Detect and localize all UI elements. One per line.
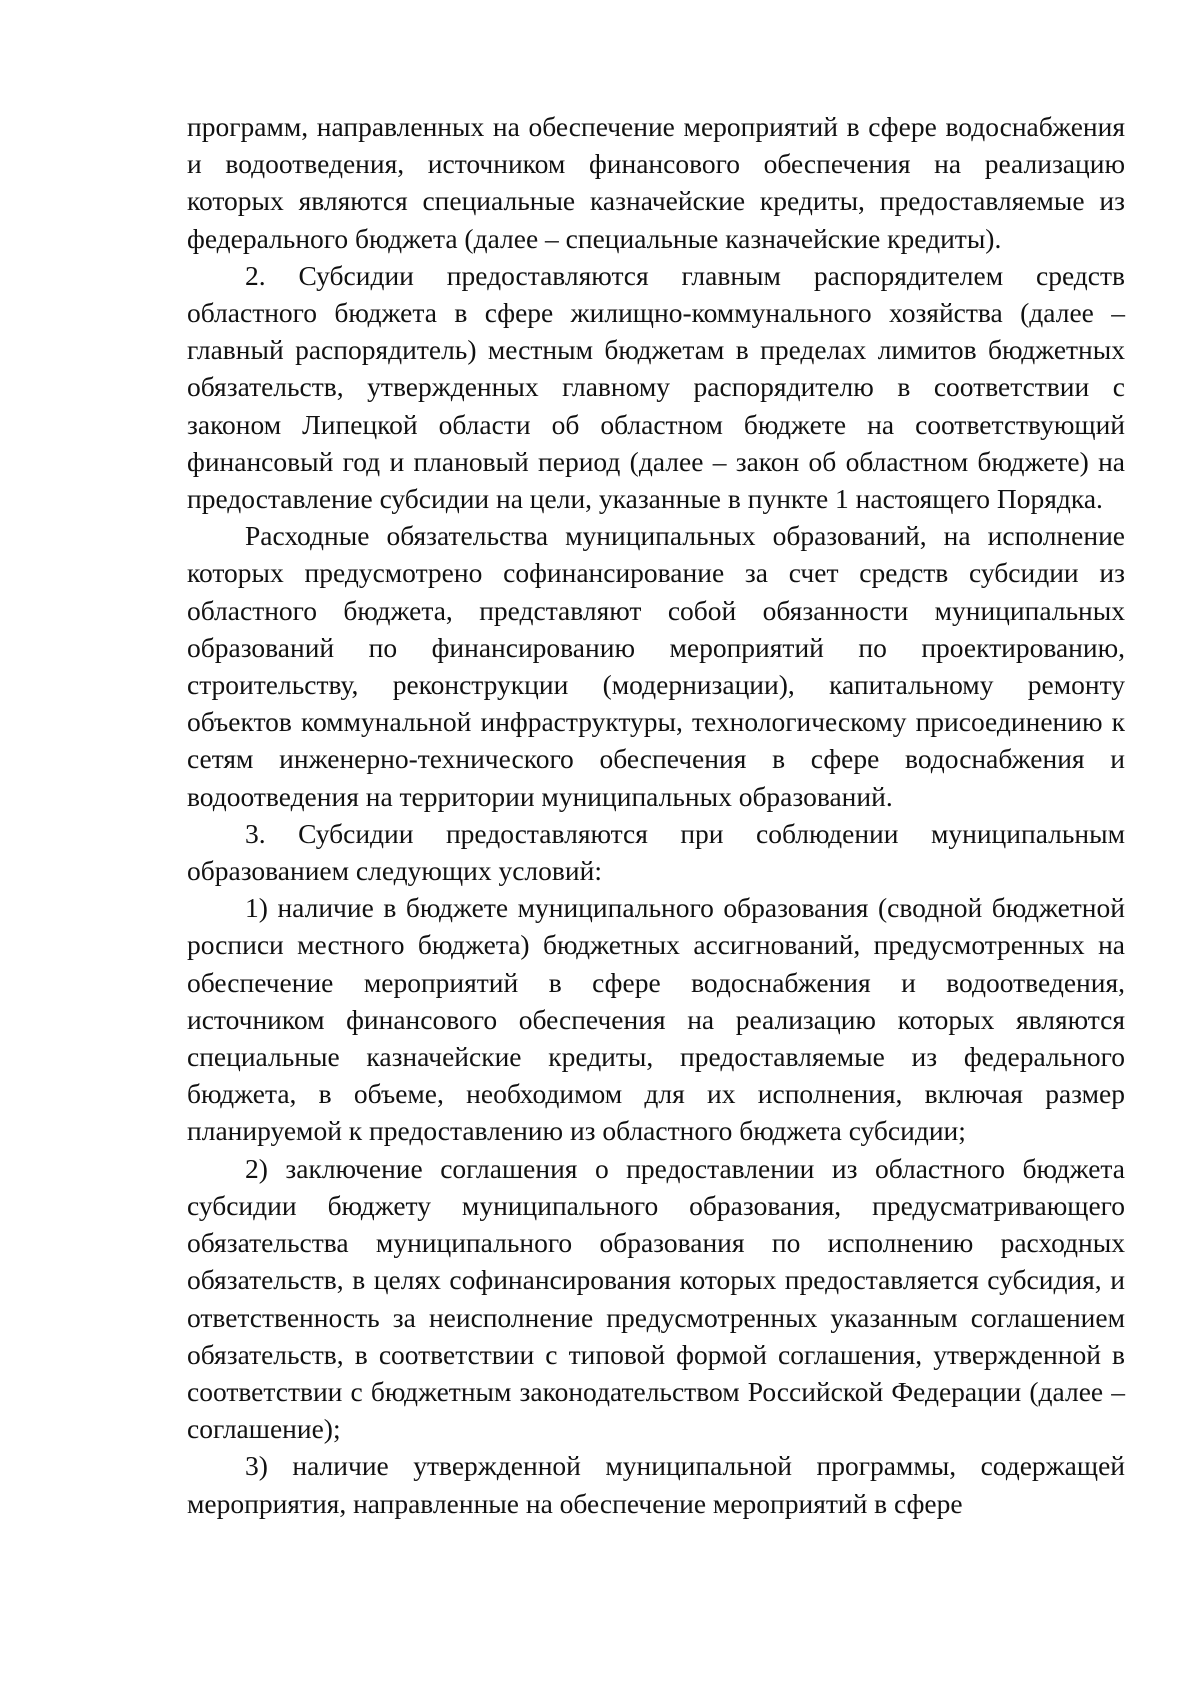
paragraph-condition-1: 1) наличие в бюджете муниципального образования (сводной бюджетной росписи местного бюджета) бюджетных ассигнований, предусмотренных на обеспечение мероприятий в сфере водоснабжения и водоотведения, источником финансового обеспечения на реализацию которых являются специальные казначейские кредиты, предоставляемые из федерального бюджета, в объеме, необходимом для их исполнения, включая размер планируемой к предоставлению из областного бюджета субсидии; [187,892,1125,1147]
paragraph-condition-3: 3) наличие утвержденной муниципальной программы, содержащей мероприятия, направленные на обеспечение мероприятий в сфере [187,1450,1125,1519]
paragraph-continuation: программ, направленных на обеспечение мероприятий в сфере водоснабжения и водоотведения, источником финансового обеспечения на реализацию которых являются специальные казначейские кредиты, предоставляемые из федерального бюджета (далее – специальные казначейские кредиты). [187,111,1125,254]
document-page [187,108,1125,1522]
paragraph-condition-2: 2) заключение соглашения о предоставлении из областного бюджета субсидии бюджету муниципального образования, предусматривающего обязательства муниципального образования по исполнению расходных обязательств, в целях софинансирования которых предоставляется субсидия, и ответственность за неисполнение предусмотренных указанным соглашением обязательств, в соответствии с типовой формой соглашения, утвержденной в соответствии с бюджетным законодательством Российской Федерации (далее – соглашение); [187,1152,1125,1445]
paragraph-clause-2: 2. Субсидии предоставляются главным распорядителем средств областного бюджета в сфере жилищно-коммунального хозяйства (далее – главный распорядитель) местным бюджетам в пределах лимитов бюджетных обязательств, утвержденных главному распорядителю в соответствии с законом Липецкой области об областном бюджете на соответствующий финансовый год и плановый период (далее – закон об областном бюджете) на предоставление субсидии на цели, указанные в пункте 1 настоящего Порядка. [187,259,1125,515]
paragraph-clause-3: 3. Субсидии предоставляются при соблюдении муниципальным образованием следующих условий: [187,817,1125,887]
paragraph-expenditure-obligations: Расходные обязательства муниципальных образований, на исполнение которых предусмотрено софинансирование за счет средств субсидии из областного бюджета, представляют собой обязанности муниципальных образований по финансированию мероприятий по проектированию, строительству, реконструкции (модернизации), капитальному ремонту объектов коммунальной инфраструктуры, технологическому присоединению к сетям инженерно-технического обеспечения в сфере водоснабжения и водоотведения на территории муниципальных образований. [187,520,1125,812]
